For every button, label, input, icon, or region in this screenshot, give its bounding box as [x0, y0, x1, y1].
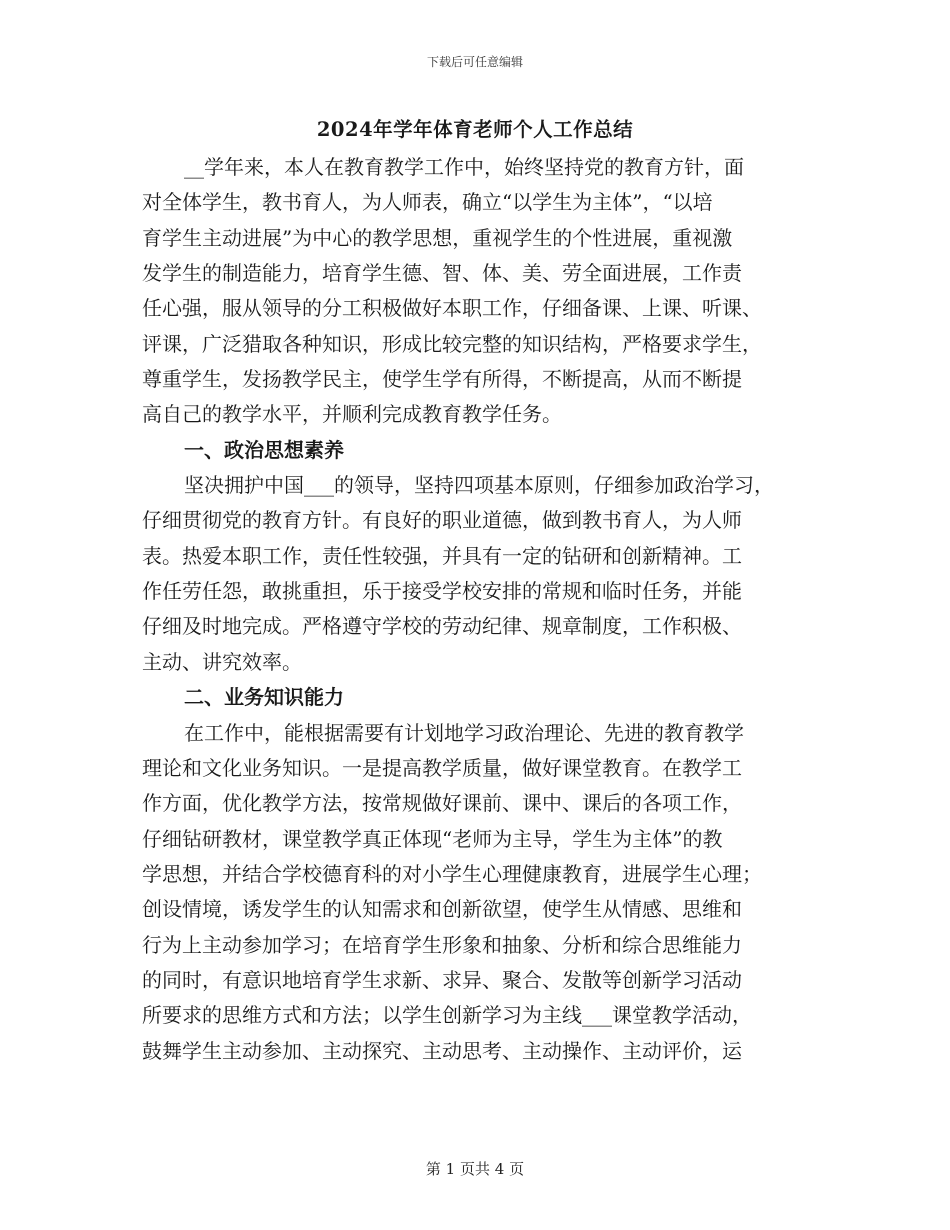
paragraph-line: 对全体学生，教书育人，为人师表，确立“以学生为主体”，“以培 — [142, 190, 713, 215]
paragraph-line: 发学生的制造能力，培育学生德、智、体、美、劳全面进展，工作责 — [142, 261, 742, 286]
page-footer-number: 第 1 页共 4 页 — [425, 1160, 525, 1178]
paragraph-line: 的同时，有意识地培育学生求新、求异、聚合、发散等创新学习活动 — [142, 967, 742, 992]
paragraph-line: 主动、讲究效率。 — [142, 649, 302, 674]
paragraph-line: 仔细及时地完成。严格遵守学校的劳动纪律、规章制度，工作积极、 — [142, 614, 742, 639]
paragraph-line: 鼓舞学生主动参加、主动探究、主动思考、主动操作、主动评价，运 — [142, 1038, 742, 1063]
paragraph-line: 仔细钻研教材，课堂教学真正体现“老师为主导，学生为主体”的教 — [142, 826, 723, 851]
paragraph-line: 育学生主动进展”为中心的教学思想，重视学生的个性进展，重视激 — [142, 225, 733, 250]
paragraph-line: 在工作中，能根据需要有计划地学习政治理论、先进的教育教学 — [184, 720, 744, 745]
paragraph-line: 表。热爱本职工作，责任性较强，并具有一定的钻研和创新精神。工 — [142, 543, 742, 568]
paragraph-line: 理论和文化业务知识。一是提高教学质量，做好课堂教育。在教学工 — [142, 755, 742, 780]
paragraph-line: 作任劳任怨，敢挑重担，乐于接受学校安排的常规和临时任务，并能 — [142, 579, 742, 604]
paragraph-line: 所要求的思维方式和方法；以学生创新学习为主线___课堂教学活动， — [142, 1003, 752, 1028]
section-heading: 一、政治思想素养 — [184, 437, 344, 462]
paragraph-line: 高自己的教学水平，并顺利完成教育教学任务。 — [142, 402, 562, 427]
paragraph-line: __学年来，本人在教育教学工作中，始终坚持党的教育方针，面 — [184, 155, 744, 179]
paragraph-line: 学思想，并结合学校德育科的对小学生心理健康教育，进展学生心理； — [142, 861, 762, 886]
paragraph-line: 评课，广泛猎取各种知识，形成比较完整的知识结构，严格要求学生， — [142, 331, 762, 356]
document-title: 2024年学年体育老师个人工作总结 — [316, 118, 634, 141]
paragraph-line: 任心强，服从领导的分工积极做好本职工作，仔细备课、上课、听课、 — [142, 296, 762, 321]
paragraph-line: 尊重学生，发扬教学民主，使学生学有所得，不断提高，从而不断提 — [142, 367, 742, 392]
document-body — [142, 150, 822, 1069]
paragraph-line: 作方面，优化教学方法，按常规做好课前、课中、课后的各项工作， — [142, 791, 742, 816]
paragraph-line: 仔细贯彻党的教育方针。有良好的职业道德，做到教书育人，为人师 — [142, 508, 742, 533]
paragraph-line: 坚决拥护中国___的领导，坚持四项基本原则，仔细参加政治学习， — [184, 473, 774, 498]
page-header-note: 下载后可任意编辑 — [426, 55, 523, 69]
paragraph-line: 行为上主动参加学习；在培育学生形象和抽象、分析和综合思维能力 — [142, 932, 742, 957]
paragraph-line: 创设情境，诱发学生的认知需求和创新欲望，使学生从情感、思维和 — [142, 897, 742, 922]
section-heading: 二、业务知识能力 — [184, 685, 344, 710]
